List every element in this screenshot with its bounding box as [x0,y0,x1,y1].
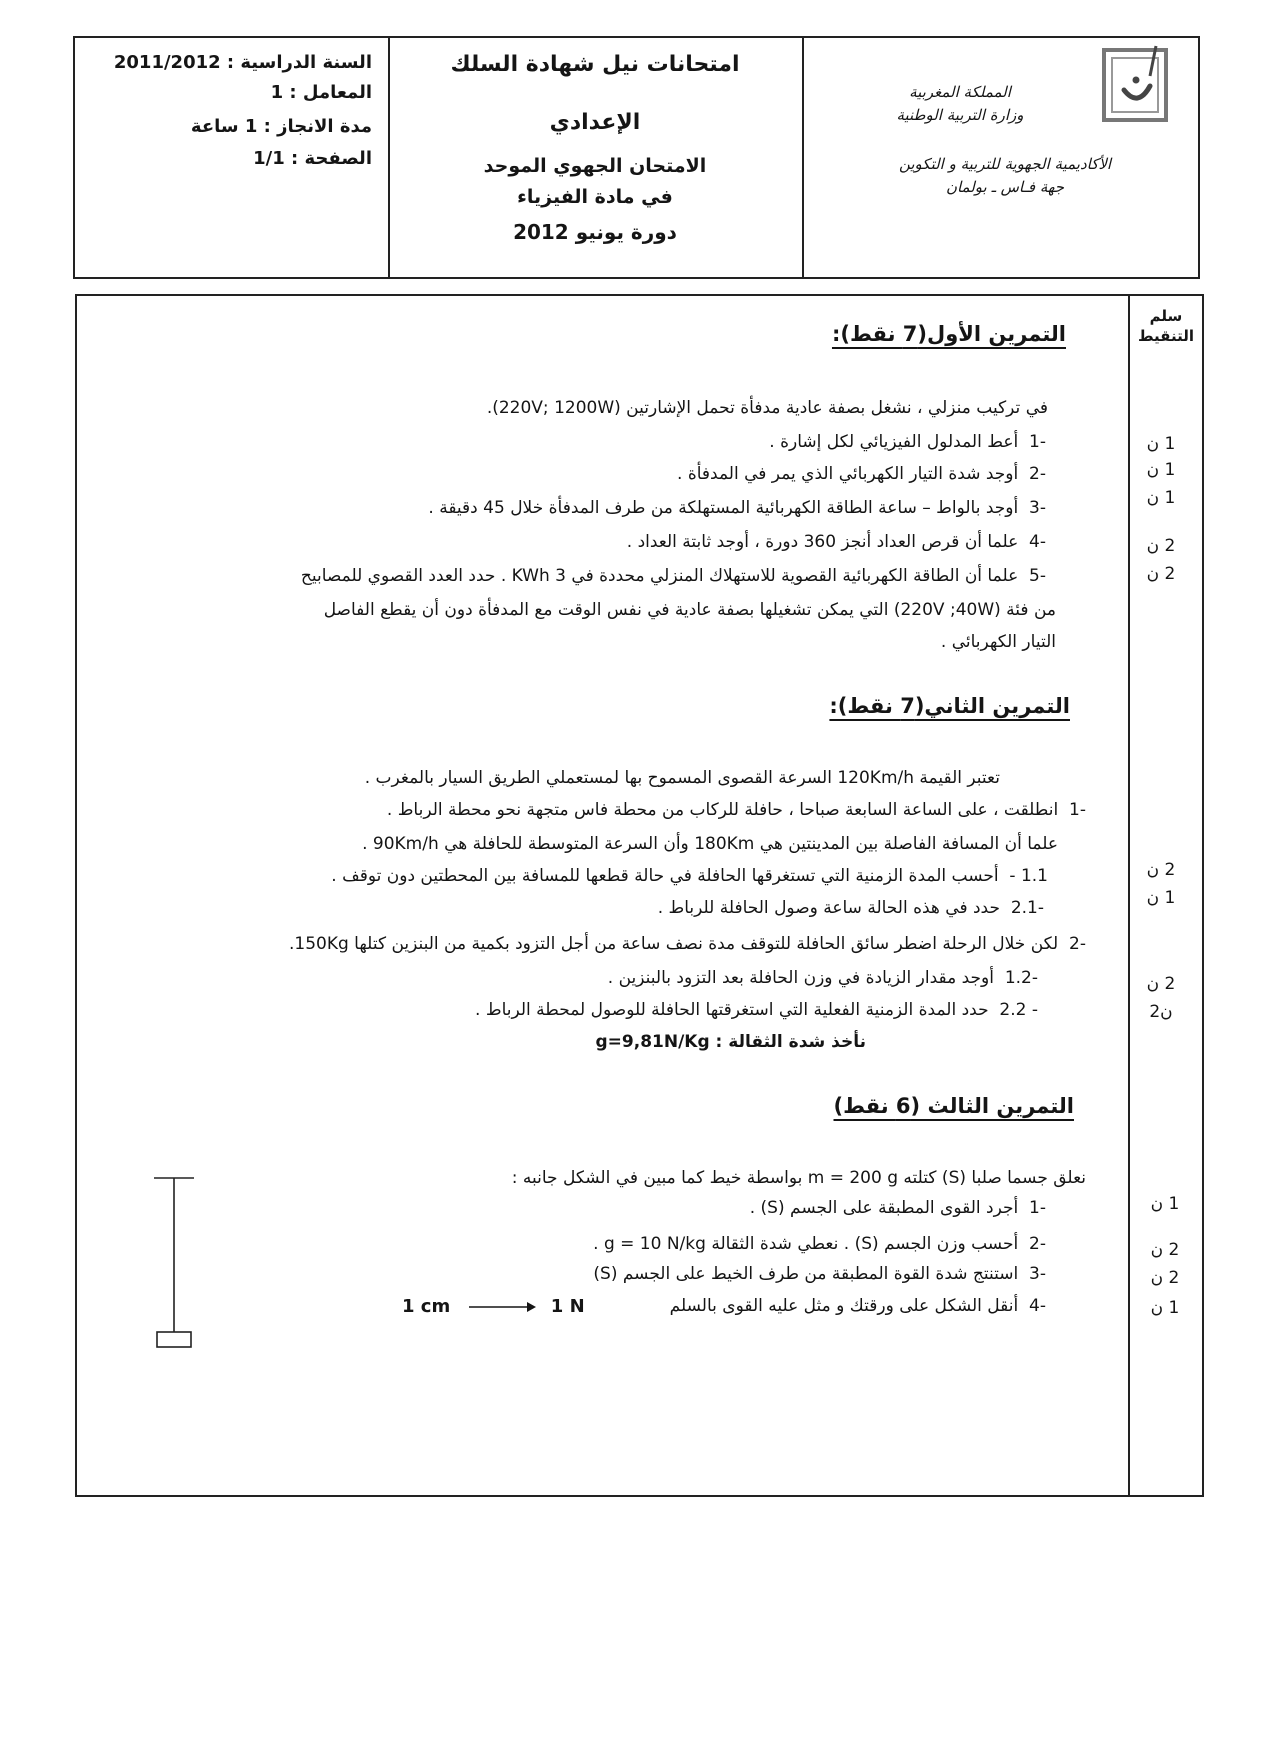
exercise1-title: التمرين الأول(7 نقط): [831,322,1066,346]
ex2-part1-num: -1 [1069,800,1086,820]
exercise2-intro: تعتبر القيمة 120Km/h السرعة القصوى المسموح بها لمستعملي الطريق السيار بالمغرب . [364,768,1000,788]
ex3-q3-text: استنتج شدة القوة المطبقة من طرف الخيط على الجسم (S) [593,1264,1019,1284]
ex1-q1 [769,432,1046,452]
ex1-q1-score: 1 ن [1146,434,1176,454]
solid-body [157,1332,191,1347]
exam-title-line3: الامتحان الجهوي الموحد [483,155,707,177]
ministry-label: وزارة التربية الوطنية [896,106,1024,124]
exercise3-title: التمرين الثالث (6 نقط) [833,1094,1074,1118]
ex3-q2-score: 2 ن [1150,1240,1180,1260]
ex2-part1 [387,800,1086,820]
ex1-q5-num: -5 [1029,566,1046,586]
ex2-q2-1-text: حدد في هذه الحالة ساعة وصول الحافلة للرباط . [657,898,1000,918]
ex1-q5-continuation1: من فئة (220V ;40W) التي يمكن تشغيلها بصفة عادية في نفس الوقت مع المدفأة دون أن يقطع الفاصل [323,600,1056,620]
force-scale [402,1296,585,1317]
ex3-q1-num: -1 [1029,1198,1046,1218]
grading-title-line2: التنقيط [1137,327,1194,345]
ex1-q2-num: -2 [1029,464,1046,484]
ex2-part2-text: لكن خلال الرحلة اضطر سائق الحافلة للتوقف مدة نصف ساعة من أجل التزود بكمية من البنزين كتلها 150Kg. [288,934,1059,954]
ex2-q2-1 [658,898,1044,918]
academy-logo [1100,44,1172,126]
exam-title-line2: الإعدادي [549,110,641,135]
coefficient: المعامل : 1 [270,82,372,103]
ex2-q1-1 [331,866,1048,886]
exam-title-line5: دورة يونيو 2012 [513,220,677,244]
ex3-q3-score: 2 ن [1150,1268,1180,1288]
ex3-q3-num: -3 [1029,1264,1046,1284]
ex2-q1-1-score: 2 ن [1146,860,1176,880]
grading-title-line1: سلم [1149,307,1183,325]
region-label: جهة فـاس ـ بولمان [945,178,1065,196]
ex3-q4-text: أنقل الشكل على ورقتك و مثل عليه القوى بالسلم [669,1296,1019,1316]
ex1-q3 [428,498,1046,518]
ex1-q1-num: -1 [1029,432,1046,452]
ex2-q2-2-text: حدد المدة الزمنية الفعلية التي استغرقتها الحافلة للوصول لمحطة الرباط . [475,1000,989,1020]
arrow-right-icon [465,1300,537,1314]
ex1-q3-text: أوجد بالواط – ساعة الطاقة الكهربائية المستهلكة من طرف المدفأة خلال 45 دقيقة . [428,498,1019,518]
ex3-q1-text: أجرد القوى المطبقة على الجسم (S) . [749,1198,1019,1218]
ex2-q2-1-score: 1 ن [1146,888,1176,908]
exercise1-intro: في تركيب منزلي ، نشغل بصفة عادية مدفأة تحمل الإشارتين (220V; 1200W). [486,398,1048,418]
exercise3-intro: نعلق جسما صلبا (S) كتلته m = 200 g بواسطة خيط كما مبين في الشكل جانبه : [511,1168,1086,1188]
exam-title-line4: في مادة الفيزياء [517,186,673,208]
header-divider-left [388,36,390,279]
ex1-q5-continuation2: التيار الكهربائي . [940,632,1056,652]
ex3-q3 [593,1264,1046,1284]
ex1-q4-num: -4 [1029,532,1046,552]
scale-length: 1 cm [402,1296,451,1317]
ex3-q2-text: أحسب وزن الجسم (S) . نعطي شدة الثقالة g = 10 N/kg . [593,1234,1019,1254]
ex1-q5 [301,566,1046,586]
ex2-q2-2-num: - 2.2 [999,1000,1038,1020]
ex3-q2-num: -2 [1029,1234,1046,1254]
ex1-q4-text: علما أن قرص العداد أنجز 360 دورة ، أوجد ثابتة العداد . [626,532,1019,552]
ex2-part1-text: انطلقت ، على الساعة السابعة صباحا ، حافلة للركاب من محطة فاس متجهة نحو محطة الرباط . [386,800,1059,820]
ex2-q1-2-text: أوجد مقدار الزيادة في وزن الحافلة بعد التزود بالبنزين . [607,968,994,988]
ex3-q4 [670,1296,1046,1316]
ex2-gravity-note: نأخذ شدة الثقالة : g=9,81N/Kg [595,1032,866,1052]
ex2-q2-1-num: -2.1 [1010,898,1044,918]
ex2-q1-2-num: -1.2 [1004,968,1038,988]
ex2-part1-info: علما أن المسافة الفاصلة بين المدينتين هي 180Km وأن السرعة المتوسطة للحافلة هي 90Km/h . [362,834,1058,854]
ex2-q1-2-score: 2 ن [1146,974,1176,994]
ex1-q5-text: علما أن الطاقة الكهربائية القصوية للاستهلاك المنزلي محددة في 3 KWh . حدد العدد القصوي للمصابيح [300,566,1019,586]
ex1-q4-score: 2 ن [1146,536,1176,556]
kingdom-label: المملكة المغربية [909,83,1011,101]
ex2-part2-num: -2 [1069,934,1086,954]
grading-column-title [1130,306,1202,346]
ex1-q3-num: -3 [1029,498,1046,518]
ex2-q2-2 [475,1000,1038,1020]
ex3-q1 [750,1198,1046,1218]
duration: مدة الانجاز : 1 ساعة [190,116,372,137]
grading-column-divider [1128,294,1130,1497]
ex3-q4-num: -4 [1029,1296,1046,1316]
ex3-q1-score: 1 ن [1150,1194,1180,1214]
ex2-q2-2-score: ن2 [1149,1002,1173,1022]
ex2-q1-2 [608,968,1038,988]
ex2-q1-1-text: أحسب المدة الزمنية التي تستغرقها الحافلة في حالة قطعها للمسافة بين المحطتين دون توقف . [331,866,999,886]
ex1-q5-score: 2 ن [1146,564,1176,584]
header-divider-right [802,36,804,279]
exercise2-title: التمرين الثاني(7 نقط): [829,694,1070,718]
ex3-q4-score: 1 ن [1150,1298,1180,1318]
ex1-q2 [677,464,1046,484]
ex2-q1-1-num: 1.1 - [1009,866,1048,886]
hanging-mass-figure [150,1170,200,1350]
page-number: الصفحة : 1/1 [253,148,372,169]
ex1-q4 [627,532,1046,552]
ex2-part2 [289,934,1086,954]
scale-force: 1 N [550,1296,585,1317]
ex3-q2 [593,1234,1046,1254]
school-year: السنة الدراسية : 2011/2012 [113,52,372,73]
ex1-q2-score: 1 ن [1146,460,1176,480]
ex1-q2-text: أوجد شدة التيار الكهربائي الذي يمر في المدفأة . [677,464,1019,484]
exam-title-line1: امتحانات نيل شهادة السلك [450,52,740,77]
ex1-q3-score: 1 ن [1146,488,1176,508]
ex1-q1-text: أعط المدلول الفيزيائي لكل إشارة . [769,432,1019,452]
academy-label: الأكاديمية الجهوية للتربية و التكوين [898,155,1112,173]
